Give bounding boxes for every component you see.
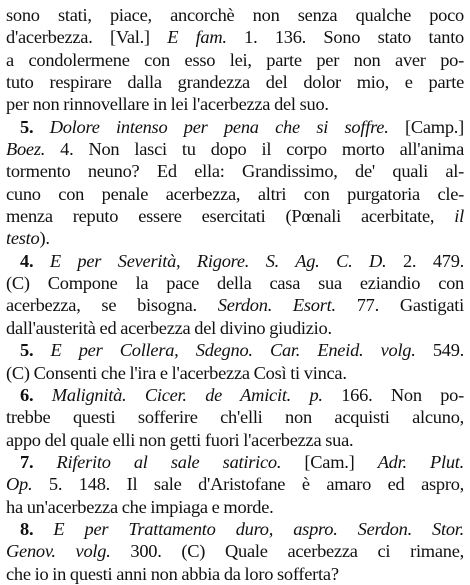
text-line-23: ha un'acerbezza che impiaga e morde. (6, 496, 274, 517)
text-line-3: a condolermene con esso lei, parte per non aver po- (6, 49, 464, 70)
entry-4-heading: 4. E per Severità, Rigore. S. Ag. C. D. 2. 479. (20, 250, 464, 271)
text-line-9: cuno con penale acerbezza, altri con purgatoria cle- (6, 183, 464, 204)
entry-5-heading: 5. Dolore intenso per pena che si soffre. [Camp.] (20, 116, 464, 137)
text-line-2: d'acerbezza. [Val.] E fam. 1. 136. Sono stato tanto (6, 27, 464, 48)
text-line-10: menza reputo essere esercitati (Pœnali acerbitate, il (6, 206, 464, 227)
text-line-8: tormento neuno? Ed ella: Grandissimo, de' quali al- (6, 161, 464, 182)
text-line-7: Boez. 4. Non lasci tu dopo il corpo morto all'anima (6, 139, 464, 160)
text-line-22: Op. 5. 148. Il sale d'Aristofane è amaro ed aspro, (6, 474, 464, 495)
entry-7-heading: 7. Riferito al sale satirico. [Cam.] Adr. Plut. (20, 451, 464, 472)
text-line-26: che io in questi anni non abbia da loro sofferta? (6, 563, 339, 584)
text-line-25: Genov. volg. 300. (C) Quale acerbezza ci rimane, (6, 541, 464, 562)
text-line-20: appo del quale elli non getti fuori l'acerbezza sua. (6, 429, 354, 450)
text-line-19: trebbe questi sofferire ch'elli non acquisti alcuno, (6, 407, 464, 428)
text-line-13: (C) Compone la pace della casa sua eziandio con (6, 273, 464, 294)
entry-5b-heading: 5. E per Collera, Sdegno. Car. Eneid. volg. 549. (20, 340, 464, 361)
entry-6-heading: 6. Malignità. Cicer. de Amicit. p. 166. Non po- (20, 384, 464, 405)
text-line-4: tuto respirare dalla grandezza del dolor mio, e parte (6, 72, 464, 93)
text-line-15: dall'austerità ed acerbezza del divino giudizio. (6, 317, 332, 338)
text-line-5: per non rinnovellare in lei l'acerbezza del suo. (6, 94, 329, 115)
text-line-17: (C) Consenti che l'ira e l'acerbezza Così ti vinca. (6, 362, 347, 383)
text-line-1: sono stati, piace, ancorchè non senza qualche poco (6, 5, 464, 25)
text-line-11: testo). (6, 228, 50, 249)
entry-8-heading: 8. E per Trattamento duro, aspro. Serdon. Stor. (20, 518, 464, 539)
text-line-14: acerbezza, se bisogna. Serdon. Esort. 77. Gastigati (6, 295, 464, 316)
